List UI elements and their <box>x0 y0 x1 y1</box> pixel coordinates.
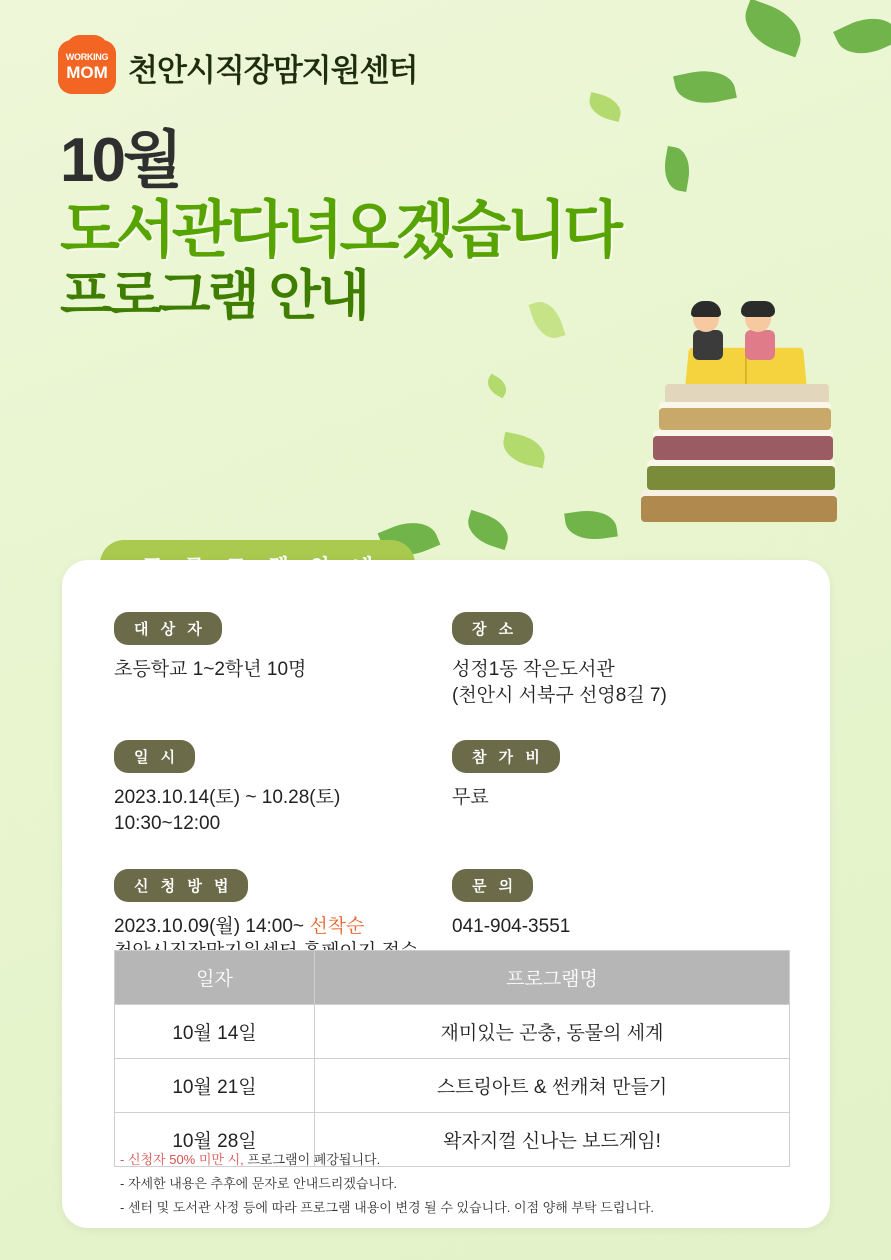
info-row-1 <box>114 612 790 734</box>
leaf-decoration <box>737 0 809 57</box>
note-text: 프로그램이 폐강됩니다. <box>243 1152 381 1167</box>
info-fee <box>452 740 790 836</box>
date-label: 일 시 <box>114 740 195 773</box>
column-header-program: 프로그램명 <box>315 951 790 1005</box>
info-grid <box>114 612 790 971</box>
info-date <box>114 740 452 836</box>
book-stack-item <box>647 466 835 490</box>
apply-value-prefix: 2023.10.09(월) 14:00~ <box>114 915 310 937</box>
info-card <box>62 560 830 1228</box>
contact-value: 041-904-3551 <box>452 915 571 937</box>
book-stack-item <box>641 496 837 522</box>
info-row-2 <box>114 740 790 862</box>
contact-label: 문 의 <box>452 869 533 902</box>
book-stack-item <box>659 408 831 430</box>
date-value-line2: 10:30~12:00 <box>114 812 221 834</box>
note-item <box>120 1196 654 1220</box>
leaf-decoration <box>661 146 694 192</box>
notes-list <box>120 1148 654 1220</box>
date-value-line1: 2023.10.14(토) ~ 10.28(토) <box>114 787 341 809</box>
books-and-kids-illustration <box>641 300 871 530</box>
cell-program: 재미있는 곤충, 동물의 세계 <box>315 1005 790 1059</box>
note-text: - 센터 및 도서관 사정 등에 따라 프로그램 내용이 변경 될 수 있습니다. 이점 양해 부탁 드립니다. <box>120 1200 654 1216</box>
info-place <box>452 612 790 708</box>
working-mom-logo <box>58 40 116 94</box>
leaf-decoration <box>586 92 625 122</box>
apply-value-line1 <box>114 914 452 940</box>
place-value: 성정1동 작은도서관 <box>452 659 615 680</box>
book-stack-item <box>665 384 829 404</box>
header <box>58 40 417 94</box>
target-label: 대 상 자 <box>114 612 222 645</box>
leaf-decoration <box>463 510 513 550</box>
table-row <box>115 1005 790 1059</box>
leaf-decoration <box>564 507 618 544</box>
note-highlight: - 신청자 50% 미만 시, <box>120 1152 244 1167</box>
note-item <box>120 1148 654 1172</box>
cell-program: 왁자지껄 신나는 보드게임! <box>315 1113 790 1167</box>
book-stack-item <box>653 436 833 460</box>
fee-value: 무료 <box>452 787 489 809</box>
note-item <box>120 1172 654 1196</box>
logo-line1: WORKING <box>65 52 109 62</box>
cell-date: 10월 28일 <box>115 1113 315 1167</box>
note-text: - 자세한 내용은 추후에 문자로 안내드리겠습니다. <box>120 1176 398 1192</box>
place-label: 장 소 <box>452 612 533 645</box>
logo-line2: MOM <box>66 63 108 82</box>
table-row <box>115 1059 790 1113</box>
leaf-decoration <box>833 7 891 64</box>
table-header-row <box>115 951 790 1005</box>
title-month: 10월 <box>60 126 180 195</box>
schedule-table <box>114 950 790 1167</box>
cell-date: 10월 21일 <box>115 1059 315 1113</box>
cell-date: 10월 14일 <box>115 1005 315 1059</box>
apply-label: 신 청 방 법 <box>114 869 248 902</box>
fee-label: 참 가 비 <box>452 740 560 773</box>
title-sub: 프로그램 안내 <box>60 265 367 326</box>
cell-program: 스트링아트 & 썬캐쳐 만들기 <box>315 1059 790 1113</box>
title-main: 도서관다녀오겠습니다 <box>60 196 619 265</box>
leaf-decoration <box>500 432 549 469</box>
target-value: 초등학교 1~2학년 10명 <box>114 659 307 680</box>
apply-value-accent: 선착순 <box>309 915 365 937</box>
info-target <box>114 612 452 708</box>
org-name: 천안시직장맘지원센터 <box>128 52 418 88</box>
column-header-date: 일자 <box>115 951 315 1005</box>
poster-title <box>60 126 619 326</box>
leaf-decoration <box>483 374 510 399</box>
kid-boy-icon <box>693 306 723 360</box>
place-detail: (천안시 서북구 선영8길 7) <box>452 684 667 706</box>
kid-girl-icon <box>745 306 775 360</box>
leaf-decoration <box>673 64 737 109</box>
